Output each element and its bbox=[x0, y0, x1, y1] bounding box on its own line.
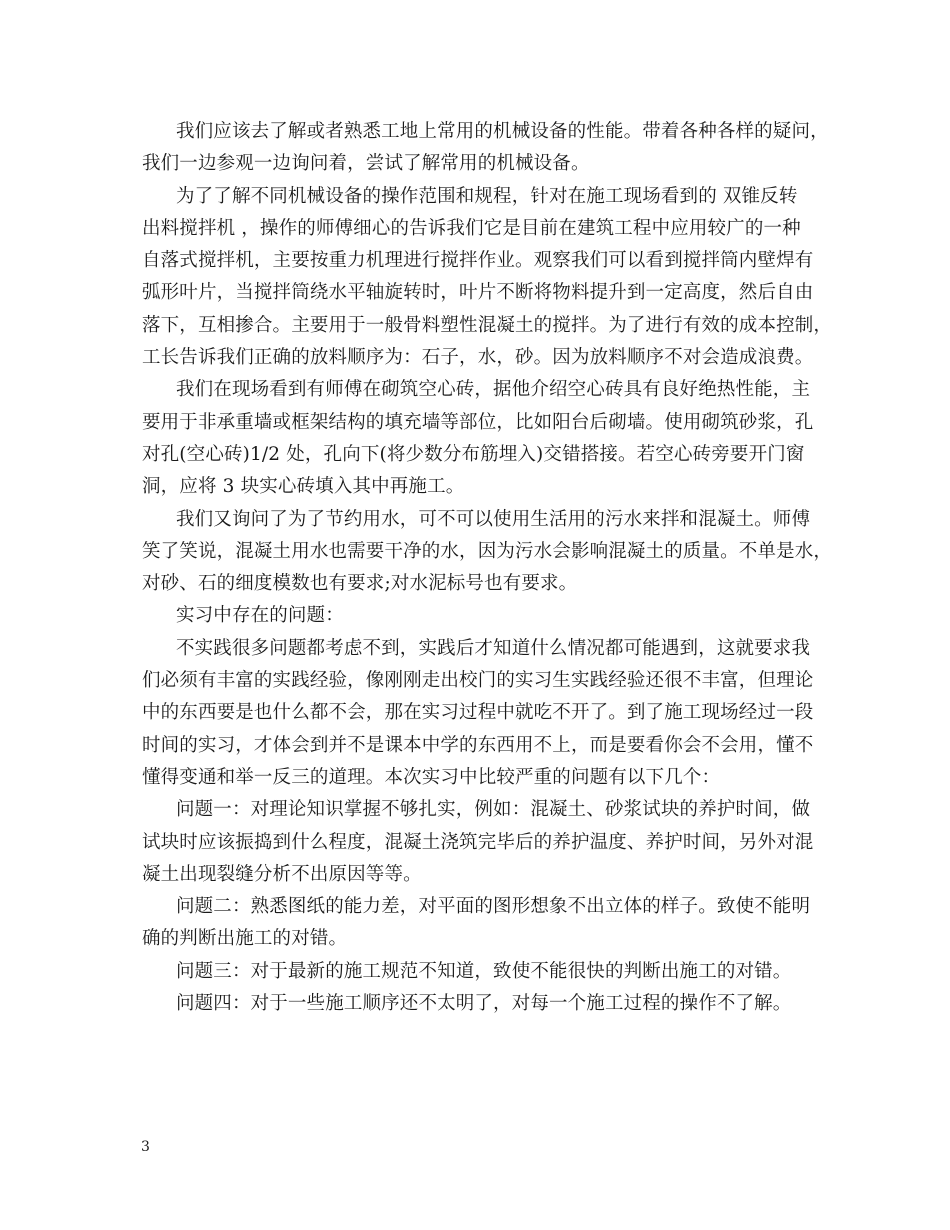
text-line: 对孔(空心砖)1/2 处，孔向下(将少数分布筋埋入)交错搭接。若空心砖旁要开门窗 bbox=[142, 443, 805, 465]
text-line: 我们一边参观一边询问着，尝试了解常用的机械设备。 bbox=[142, 153, 590, 175]
text-line: 中的东西要是也什么都不会，那在实习过程中就吃不开了。到了施工现场经过一段 bbox=[142, 702, 814, 724]
text-line: 对砂、石的细度模数也有要求;对水泥标号也有要求。 bbox=[142, 573, 578, 595]
text-line: 确的判断出施工的对错。 bbox=[142, 928, 348, 950]
text-line: 要用于非承重墙或框架结构的填充墙等部位，比如阳台后砌墙。使用砌筑砂浆，孔 bbox=[142, 411, 814, 433]
text-line: 实习中存在的问题： bbox=[176, 605, 344, 627]
text-line: 们必须有丰富的实践经验，像刚刚走出校门的实习生实践经验还很不丰富，但理论 bbox=[142, 670, 814, 692]
text-line: 凝土出现裂缝分析不出原因等等。 bbox=[142, 863, 422, 885]
text-line: 我们应该去了解或者熟悉工地上常用的机械设备的性能。带着各种各样的疑问， bbox=[176, 121, 829, 142]
text-line: 不实践很多问题都考虑不到，实践后才知道什么情况都可能遇到，这就要求我 bbox=[176, 637, 811, 659]
text-line: 试块时应该振捣到什么程度，混凝土浇筑完毕后的养护温度、养护时间，另外对混 bbox=[142, 831, 814, 853]
text-line: 洞，应将 3 块实心砖填入其中再施工。 bbox=[142, 476, 465, 498]
text-line: 笑了笑说，混凝土用水也需要干净的水，因为污水会影响混凝土的质量。不单是水， bbox=[142, 540, 833, 562]
text-line: 弧形叶片，当搅拌筒绕水平轴旋转时，叶片不断将物料提升到一定高度，然后自由 bbox=[142, 282, 814, 304]
text-line: 时间的实习，才体会到并不是课本中学的东西用不上，而是要看你会不会用，懂不 bbox=[142, 734, 814, 756]
body-text bbox=[142, 116, 833, 1020]
text-line: 懂得变通和举一反三的道理。本次实习中比较严重的问题有以下几个： bbox=[142, 766, 721, 788]
text-line: 工长告诉我们正确的放料顺序为：石子，水，砂。因为放料顺序不对会造成浪费。 bbox=[142, 347, 814, 369]
text-line: 自落式搅拌机，主要按重力机理进行搅拌作业。观察我们可以看到搅拌筒内壁焊有 bbox=[142, 250, 814, 272]
text-line: 问题一：对理论知识掌握不够扎实，例如：混凝土、砂浆试块的养护时间，做 bbox=[176, 799, 811, 821]
text-line: 问题四：对于一些施工顺序还不太明了，对每一个施工过程的操作不了解。 bbox=[176, 993, 792, 1015]
text-line: 我们又询问了为了节约用水，可不可以使用生活用的污水来拌和混凝土。师傅 bbox=[176, 508, 811, 530]
text-line: 问题三：对于最新的施工规范不知道，致使不能很快的判断出施工的对错。 bbox=[176, 960, 792, 982]
page-number: 3 bbox=[141, 1139, 150, 1155]
text-line: 为了了解不同机械设备的操作范围和规程，针对在施工现场看到的 双锥反转 bbox=[176, 185, 798, 207]
text-line: 我们在现场看到有师傅在砌筑空心砖，据他介绍空心砖具有良好绝热性能，主 bbox=[176, 379, 811, 401]
text-line: 落下，互相掺合。主要用于一般骨料塑性混凝土的搅拌。为了进行有效的成本控制， bbox=[142, 314, 833, 336]
text-line: 出料搅拌机 ，操作的师傅细心的告诉我们它是目前在建筑工程中应用较广的一种 bbox=[142, 217, 801, 239]
text-line: 问题二：熟悉图纸的能力差，对平面的图形想象不出立体的样子。致使不能明 bbox=[176, 896, 811, 918]
